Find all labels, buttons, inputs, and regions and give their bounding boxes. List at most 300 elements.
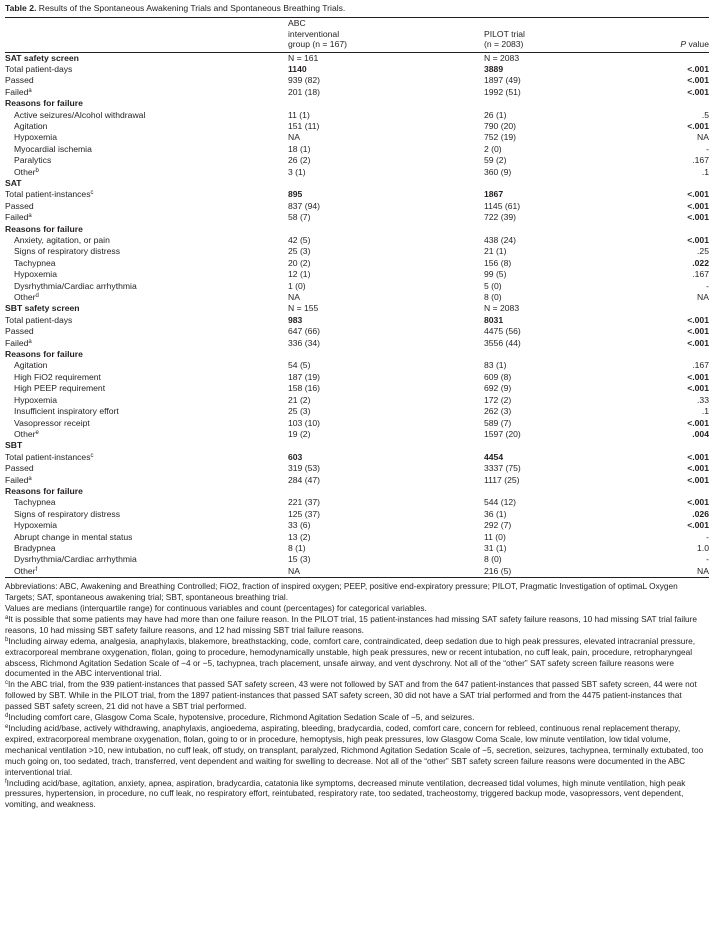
pilot-cell: 4454 [484,451,504,462]
pilot-cell: 4475 (56) [484,326,521,337]
abc-cell: NA [288,292,300,303]
header-pilot-line-1: PILOT trial [484,28,525,39]
footnote-text: Including comfort care, Glasgow Coma Scale, hypotensive, procedure, Richmond Agitation Sedation Scale of −5, and seizures. [8,712,475,723]
p-value-cell: <.001 [687,200,709,211]
header-row [5,18,709,52]
row-label [5,554,288,565]
row-label [5,64,288,75]
row-label-text: Total patient-days [5,63,73,74]
abc-cell: 837 (94) [288,200,321,211]
p-value-cell: - [706,531,709,542]
pilot-cell: 1145 (61) [484,200,521,211]
abc-cell: 11 (1) [288,109,310,120]
abc-cell: 284 (47) [288,474,321,485]
abc-cell: 54 (5) [288,360,311,371]
table-row [5,383,709,394]
table-row [5,326,709,337]
row-label [5,440,288,451]
row-label [5,235,288,246]
abc-cell: 25 (3) [288,246,311,257]
footnote-marker: f [35,566,38,573]
pilot-cell: 438 (24) [484,235,517,245]
abc-cell: 336 (34) [288,337,321,348]
row-label-text: Reasons for failure [5,223,83,234]
pilot-cell: 1597 (20) [484,428,521,439]
footnote-mark: a [5,614,9,621]
pilot-cell: N = 2083 [484,52,520,63]
row-label-text: Failed [5,212,29,223]
table-caption-text: Results of the Spontaneous Awakening Trials and Spontaneous Breathing Trials. [38,3,346,13]
row-label-text: SAT safety screen [5,52,79,63]
table-row [5,554,709,565]
row-label [5,395,288,406]
footnote-text: In the ABC trial, from the 939 patient-instances that passed SAT safety screen, 43 were not followed by SAT and from the 647 patient-instances that passed SBT safety screen, 44 were not followed by SBT. While in the PILOT trial, from the 1897 patient-instances that passed SAT safety screen, 30 did not have a SAT trial performed and from the 4475 patient-instances that passed SBT safety screen, 21 did not have a SBT trial performed. [5,679,697,712]
table-row [5,258,709,269]
table-row [5,212,709,223]
abc-cell [288,440,484,451]
pilot-cell: 692 (9) [484,383,512,394]
p-value-cell: <.001 [687,371,709,382]
row-label [5,292,288,303]
header-blank [5,18,288,52]
pilot-cell: 3337 (75) [484,463,521,474]
header-pilot [484,18,631,52]
pilot-cell: 99 (5) [484,269,507,280]
pilot-cell: 589 (7) [484,417,512,428]
abc-cell: 58 (7) [288,212,311,223]
pilot-cell: 1897 (49) [484,75,521,86]
abc-cell: 939 (82) [288,75,321,86]
table-row [5,497,709,508]
pilot-cell: 1992 (51) [484,86,521,97]
table-row [5,281,709,292]
abc-cell: 19 (2) [288,428,311,439]
abc-cell: NA [288,132,300,143]
abbreviations-note: Abbreviations: ABC, Awakening and Breathing Controlled; FiO2, fraction of inspired oxygen; PEEP, positive end-expiratory pressure; PILOT, Pragmatic Investigation of optimaL Oxygen Targets; SAT, spontaneous awakening trial; SBT, spontaneous breathing trial. [5,581,678,603]
p-value-cell: <.001 [687,463,709,474]
footnote-text: Including acid/base, actively withdrawing, anaphylaxis, angioedema, aspirating, bleeding, bradycardia, coded, comfort care, concern for rebleed, continuous renal replacement therapy, expired, extracorporeal membrane oxygenation, flolan, going to or in procedure, hemoptysis, high peak pressures, low Glasgow Coma Scale, low minute ventilation, low tidal volume, mechanical ventilation >10, new intubation, no cuff leak, off study, on transplant, paralyzed, Richmond Agitation Sedation Scale of −5, secretion, seizures, tachypnea, terminally extubated, too much going on, too sedated, trach, transferred, vent dependent and waiting for swelling to decrease. Not all of the “other” SBT safety screen failure reasons were documented in the ABC interventional trial. [5,722,704,777]
table-row [5,566,709,577]
table-row [5,509,709,520]
p-value-cell [631,53,709,64]
table-notes [5,581,709,810]
row-label-text: Hypoxemia [14,269,57,280]
bottom-rule [5,577,709,578]
p-value-cell: - [706,554,709,565]
footnote-mark: d [5,713,9,720]
row-label [5,383,288,394]
footnote-mark: c [5,680,8,687]
abc-cell: 603 [288,451,303,462]
table-caption [5,2,709,14]
row-label [5,189,288,200]
p-value-cell: <.001 [687,86,709,97]
row-label [5,349,288,360]
row-label-text: High FiO2 requirement [14,371,101,382]
footnote-b [5,636,709,680]
pilot-cell [484,178,631,189]
abc-cell: NA [288,565,300,576]
footnote-c [5,679,709,712]
row-label [5,326,288,337]
row-label [5,566,288,577]
row-label-text: Passed [5,463,34,474]
row-label-text: Abrupt change in mental status [14,531,133,542]
row-label-text: Other [14,292,36,303]
pilot-cell: 21 (1) [484,246,507,257]
table-row [5,395,709,406]
footnote-marker: e [35,429,39,436]
row-label-text: Dysrhythmia/Cardiac arrhythmia [14,280,137,291]
section-row [5,303,709,314]
table-row [5,87,709,98]
table-row [5,64,709,75]
row-label-text: Paralytics [14,155,52,166]
row-label-text: Total patient-days [5,314,73,325]
p-value-cell: <.001 [687,120,709,131]
row-label [5,75,288,86]
footnote-text: It is possible that some patients may have had more than one failure reason. In the PILOT trial, 15 patient-instances had missing SAT safety failure reasons, 10 had missing SAT trial failure reasons, 10 had missing SBT safety failure reasons, and 12 had missing SBT trial failure reasons. [5,613,698,635]
abc-cell: 151 (11) [288,120,320,131]
p-value-cell: <.001 [687,314,709,325]
header-abc-line-3: group (n = 167) [288,39,348,49]
abc-cell: 187 (19) [288,371,321,382]
pilot-cell: 8 (0) [484,554,502,565]
row-label-text: Signs of respiratory distress [14,246,121,257]
row-label [5,144,288,155]
row-label-text: Other [14,166,36,177]
pilot-cell: 2 (0) [484,143,502,154]
pilot-cell: 752 (19) [484,132,517,143]
table-row [5,121,709,132]
row-label-text: Hypoxemia [14,132,57,143]
row-label [5,110,288,121]
row-label [5,338,288,349]
abc-cell: 12 (1) [288,269,311,280]
header-abc [288,18,484,52]
p-value-cell [631,440,709,451]
abc-cell [288,178,484,189]
row-filler [288,486,709,497]
abc-cell: 647 (66) [288,326,321,337]
p-value-cell: <.001 [687,337,709,348]
reasons-header-row [5,486,709,497]
row-label [5,224,288,235]
abc-cell: 21 (2) [288,394,311,405]
pilot-cell: 83 (1) [484,360,507,371]
pilot-cell: 5 (0) [484,280,502,291]
pilot-cell: 172 (2) [484,394,512,405]
abc-cell: 33 (6) [288,520,311,531]
table-row [5,246,709,257]
table-row [5,418,709,429]
pilot-cell: 8031 [484,314,504,325]
row-label-text: Passed [5,75,34,86]
reasons-header-row [5,98,709,109]
row-label [5,53,288,64]
pilot-cell: 722 (39) [484,212,517,223]
row-label [5,212,288,223]
row-filler [288,98,709,109]
pilot-cell [484,440,631,451]
row-label [5,258,288,269]
row-label-text: SAT [5,177,22,188]
table-row [5,155,709,166]
p-value-cell: <.001 [687,451,709,462]
p-value-cell: .167 [692,269,709,280]
row-label-text: Active seizures/Alcohol withdrawal [14,109,146,120]
row-label-text: Total patient-instances [5,451,91,462]
table-row [5,463,709,474]
p-value-cell: .004 [692,428,709,439]
row-label [5,246,288,257]
section-row [5,53,709,64]
row-label-text: Hypoxemia [14,394,57,405]
row-label [5,475,288,486]
pilot-cell: 360 (9) [484,166,512,177]
pilot-cell: N = 2083 [484,303,520,314]
table-row [5,75,709,86]
abc-cell: 18 (1) [288,143,311,154]
pilot-cell: 156 (8) [484,257,512,268]
header-p-rest: value [686,39,709,49]
p-value-cell [631,178,709,189]
p-value-cell: .022 [692,257,709,268]
row-label-text: Agitation [14,120,48,131]
abc-cell: 25 (3) [288,406,311,417]
p-value-cell: - [706,280,709,291]
footnote-marker: c [90,190,94,197]
table-row [5,110,709,121]
footnote-marker: a [28,213,32,220]
row-label-text: Total patient-instances [5,189,91,200]
table-row [5,144,709,155]
row-label-text: Failed [5,86,29,97]
abc-cell: 15 (3) [288,554,311,565]
row-label [5,167,288,178]
footnote-text: Including acid/base, agitation, anxiety, apnea, aspiration, bradycardia, catatonia like symptoms, decreased minute ventilation, decreased tidal volumes, high minute ventilation, high peak pressures, hypertension, in procedure, no cuff leak, no respiratory effort, reintubated, respiratory rate, too sedated, tracheostomy, triggered backup mode, vasopressors, vent dependent, vomiting, and weakness. [5,777,686,810]
pilot-cell: 8 (0) [484,292,502,303]
pilot-cell: 3889 [484,63,504,74]
pilot-cell: 1867 [484,189,504,200]
p-value-cell: .33 [697,394,709,405]
footnote-f [5,778,709,811]
table-row [5,372,709,383]
pilot-cell: 292 (7) [484,520,512,531]
abc-cell: 20 (2) [288,257,311,268]
p-value-cell: <.001 [687,497,709,508]
section-row [5,440,709,451]
footnote-marker: c [90,452,94,459]
abc-cell: 3 (1) [288,166,306,177]
row-label-text: Failed [5,474,29,485]
table-row [5,406,709,417]
row-label [5,509,288,520]
table-row [5,189,709,200]
table-row [5,429,709,440]
table-row [5,292,709,303]
footnote-marker: a [28,475,32,482]
footnote-text: Including airway edema, analgesia, anaphylaxis, blakemore, breathstacking, code, comfort care, contraindicated, deep sedation due to high peak pressures, elevated intracranial pressure, extracorporeal membrane oxygenation, flolan, going to procedure, hemodynamically unstable, high peak pressures, new or recent intubation, no cuff leak, pain, procedure, retropharyngeal abscess, Richmond Agitation Sedation Scale of −4 or −5, tachypnea, trach placement, unsafe airway, and vent dyschrony. Not all of the “other” SAT safety screen failure reasons were documented in the ABC interventional trial. [5,635,696,679]
abc-cell: 103 (10) [288,417,321,428]
row-label [5,452,288,463]
footnote-mark: e [5,723,9,730]
row-label [5,372,288,383]
pilot-cell: 31 (1) [484,542,507,553]
row-label-text: Tachypnea [14,257,56,268]
row-label [5,520,288,531]
row-label [5,429,288,440]
pilot-cell: 609 (8) [484,371,512,382]
abc-cell: 1140 [288,63,307,74]
p-value-cell: .1 [701,166,709,177]
table-row [5,167,709,178]
table-row [5,338,709,349]
row-label [5,486,288,497]
row-label-text: Failed [5,337,29,348]
pilot-cell: 3556 (44) [484,337,521,348]
table-row [5,269,709,280]
row-label-text: Insufficient inspiratory effort [14,406,119,417]
table-row [5,315,709,326]
row-label-text: Dysrhythmia/Cardiac arrhythmia [14,554,137,565]
row-label [5,303,288,314]
p-value-cell: - [706,143,709,154]
p-value-cell: <.001 [687,474,709,485]
p-value-cell: NA [697,132,709,143]
row-label-text: Hypoxemia [14,520,57,531]
p-value-cell: <.001 [687,75,709,86]
header-pilot-line-2: (n = 2083) [484,39,524,49]
abc-cell: 13 (2) [288,531,311,542]
table-row [5,235,709,246]
row-label-text: Reasons for failure [5,349,83,360]
p-value-cell: NA [697,292,709,303]
row-label [5,543,288,554]
footnote-marker: d [35,293,39,300]
abc-cell: 42 (5) [288,235,311,245]
abc-cell: 1 (0) [288,280,306,291]
row-label [5,406,288,417]
row-label [5,155,288,166]
pilot-cell: 544 (12) [484,497,517,508]
table-row [5,520,709,531]
row-label [5,497,288,508]
row-label-text: High PEEP requirement [14,383,106,394]
abc-cell: 201 (18) [288,86,321,97]
table-row [5,475,709,486]
p-value-cell: <.001 [687,383,709,394]
abc-cell: N = 155 [288,303,319,314]
table-row [5,360,709,371]
row-label-text: Signs of respiratory distress [14,508,121,519]
row-label-text: Tachypnea [14,497,56,508]
row-label-text: Vasopressor receipt [14,417,90,428]
footnote-marker: a [28,338,32,345]
row-label [5,98,288,109]
pilot-cell: 790 (20) [484,120,517,131]
row-label-text: SBT safety screen [5,303,80,314]
p-value-cell: <.001 [687,212,709,223]
footnote-mark: f [5,778,7,785]
row-label [5,201,288,212]
pilot-cell: 216 (5) [484,565,512,576]
abc-cell: 8 (1) [288,542,306,553]
section-row [5,178,709,189]
p-value-cell: 1.0 [697,542,709,553]
row-label [5,269,288,280]
footnote-marker: a [28,87,32,94]
abc-cell: 895 [288,189,303,200]
p-value-cell: <.001 [687,326,709,337]
p-value-cell: .1 [701,406,709,417]
abc-cell: 158 (16) [288,383,321,394]
row-label-text: Anxiety, agitation, or pain [14,235,110,245]
abc-cell: 26 (2) [288,155,311,166]
p-value-cell: .5 [701,109,709,120]
row-filler [288,349,709,360]
p-value-cell: .167 [692,360,709,371]
table-row [5,452,709,463]
abc-cell: N = 161 [288,52,319,63]
pilot-cell: 26 (1) [484,109,507,120]
row-label-text: Agitation [14,360,48,371]
pilot-cell: 1117 (25) [484,474,520,485]
footnote-e [5,723,709,778]
row-label-text: Reasons for failure [5,485,83,496]
pilot-cell: 11 (0) [484,531,506,542]
p-value-cell: NA [697,565,709,576]
header-p-italic: P [680,39,687,49]
row-label [5,87,288,98]
header-p-value [631,18,709,52]
pilot-cell: 36 (1) [484,508,507,519]
pilot-cell: 262 (3) [484,406,512,417]
row-label [5,463,288,474]
row-label-text: Reasons for failure [5,98,83,109]
row-label-text: Passed [5,326,34,337]
p-value-cell: <.001 [687,417,709,428]
p-value-cell: <.001 [687,520,709,531]
header-abc-line-1: ABC [288,18,306,28]
row-label [5,418,288,429]
p-value-cell: <.001 [687,235,709,245]
header-abc-line-2: interventional [288,28,340,39]
row-label-text: Other [14,565,36,576]
p-value-cell: .167 [692,155,709,166]
row-filler [288,224,709,235]
row-label-text: Passed [5,200,34,211]
p-value-cell: .25 [697,246,709,257]
table-caption-label: Table 2. [5,3,37,13]
reasons-header-row [5,349,709,360]
row-label [5,178,288,189]
values-note: Values are medians (interquartile range) for continuous variables and count (percentages) for categorical variables. [5,603,427,613]
p-value-cell: .026 [692,508,709,519]
row-label [5,360,288,371]
footnote-a [5,614,709,636]
abc-cell: 125 (37) [288,508,321,519]
row-label [5,532,288,543]
abc-cell: 221 (37) [288,497,321,508]
row-label-text: SBT [5,440,23,451]
row-label [5,281,288,292]
row-label [5,315,288,326]
reasons-header-row [5,224,709,235]
abc-cell: 983 [288,314,303,325]
row-label-text: Myocardial ischemia [14,143,92,154]
row-label-text: Bradypnea [14,542,56,553]
